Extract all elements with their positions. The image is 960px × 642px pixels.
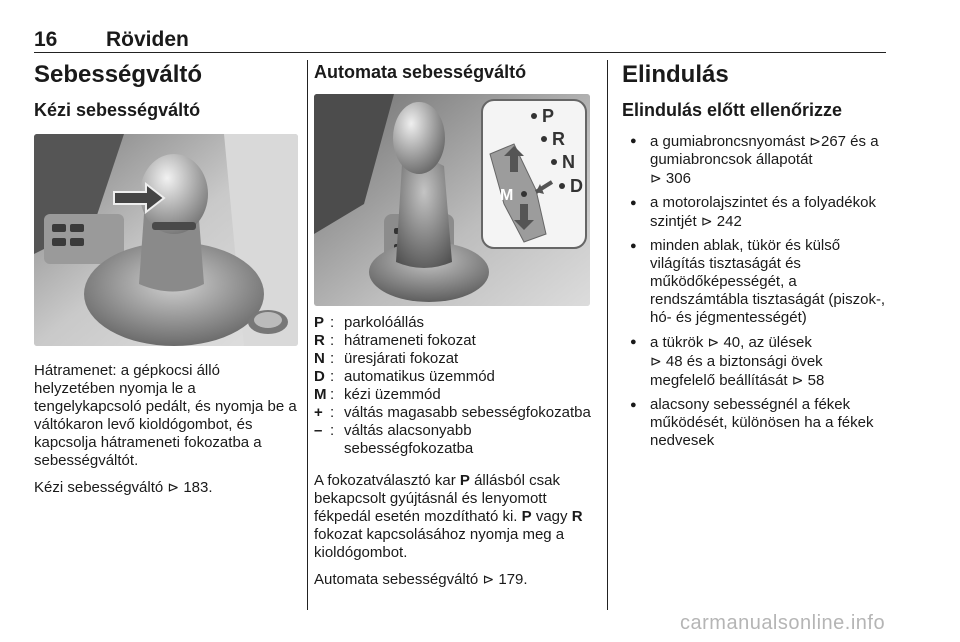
watermark: carmanualsonline.info bbox=[680, 612, 886, 634]
item-text: alacsony sebességnél a fékek működését, különösen ha a fékek nedvesek bbox=[650, 396, 874, 449]
legend-value: parkolóállás bbox=[344, 314, 425, 331]
legend-value: váltás magasabb sebességfokozatba bbox=[344, 404, 591, 421]
legend-value: automatikus üzemmód bbox=[344, 368, 495, 385]
column-divider bbox=[307, 60, 308, 610]
cross-reference bbox=[314, 570, 592, 589]
subsection-heading: Elindulás előtt ellenőrizze bbox=[622, 100, 843, 120]
list-item bbox=[622, 237, 888, 327]
reference-text: Automata sebességváltó bbox=[314, 571, 479, 588]
column-automatic-transmission bbox=[314, 60, 592, 589]
gear-letter-r: R bbox=[552, 129, 565, 149]
legend-row bbox=[314, 404, 592, 422]
legend-value: üresjárati fokozat bbox=[344, 350, 459, 367]
selector-lever-paragraph bbox=[314, 472, 592, 562]
reference-text: Kézi sebességváltó bbox=[34, 479, 164, 496]
legend-row bbox=[314, 422, 592, 458]
reference-arrow-icon: ⊳ bbox=[707, 334, 720, 350]
list-item bbox=[622, 333, 888, 390]
legend-key: N bbox=[314, 350, 325, 367]
gear-r-bold: R bbox=[571, 508, 583, 525]
automatic-gearshift-image bbox=[314, 94, 590, 306]
subsection-heading: Kézi sebességváltó bbox=[34, 100, 201, 120]
legend-row bbox=[314, 368, 592, 386]
gear-letter-d: D bbox=[570, 176, 583, 196]
reference-arrow-icon: ⊳ bbox=[482, 571, 495, 587]
legend-separator: : bbox=[330, 350, 335, 367]
legend-value: váltás alacsonyabb sebességfokozatba bbox=[344, 422, 474, 457]
gear-letter-p: P bbox=[542, 106, 555, 126]
item-text: és a gumiabroncsok állapotát bbox=[650, 133, 879, 168]
item-text: a motorolajszintet és a folyadékok szintjét bbox=[650, 194, 876, 230]
gear-letter-m: M bbox=[500, 187, 514, 204]
page-header bbox=[34, 28, 886, 53]
section-heading: Elindulás bbox=[622, 61, 729, 88]
reference-arrow-icon: ⊳ bbox=[809, 133, 821, 149]
caption-reverse-gear: Hátramenet: a gépkocsi álló helyzetében nyomja le a tengelykapcsoló pedált, és nyomja be a váltókaron levő kioldógombot, és kapcsolja hátrameneti fokozatba a sebességváltót. bbox=[34, 362, 297, 469]
section-heading: Sebességváltó bbox=[34, 61, 203, 88]
legend-separator: : bbox=[330, 386, 335, 403]
legend-row bbox=[314, 350, 592, 368]
legend-row bbox=[314, 314, 592, 332]
legend-separator: : bbox=[330, 368, 335, 385]
legend-separator: : bbox=[330, 422, 335, 439]
legend-key: R bbox=[314, 332, 325, 349]
reference-page: 306 bbox=[665, 170, 691, 187]
reference-arrow-icon: ⊳ bbox=[700, 213, 713, 229]
manual-gearshift-image bbox=[34, 134, 298, 346]
column-starting-off bbox=[622, 60, 888, 456]
reference-arrow-icon: ⊳ bbox=[167, 479, 180, 495]
plus-icon: + bbox=[314, 404, 323, 421]
list-item bbox=[622, 194, 888, 231]
checklist bbox=[622, 132, 888, 450]
item-text: a tükrök bbox=[650, 334, 708, 351]
reference-page: 58 bbox=[807, 372, 825, 389]
section-title: Röviden bbox=[106, 28, 189, 51]
legend-separator: : bbox=[330, 314, 335, 331]
gear-p-bold: P bbox=[521, 508, 532, 525]
gear-letter-n: N bbox=[562, 152, 575, 172]
paragraph-text: fokozat kapcsolásához nyomja meg a kioldógombot. bbox=[314, 526, 565, 561]
column-manual-transmission bbox=[34, 60, 300, 497]
legend-separator: : bbox=[330, 404, 335, 421]
paragraph-text: állásból csak bekapcsolt gyújtásnál és lenyomott fékpedál esetén mozdítható ki. bbox=[314, 472, 560, 525]
column-divider bbox=[607, 60, 608, 610]
item-text: a gumiabroncsnyomást bbox=[650, 133, 810, 150]
legend-value: hátrameneti fokozat bbox=[344, 332, 476, 349]
legend-key: M bbox=[314, 386, 327, 403]
reference-page: 242 bbox=[716, 213, 742, 230]
reference-page: 267 bbox=[820, 133, 847, 150]
legend-value: kézi üzemmód bbox=[344, 386, 441, 403]
reference-arrow-icon: ⊳ bbox=[791, 372, 804, 388]
paragraph-text: vagy bbox=[531, 508, 572, 525]
reference-arrow-icon: ⊳ bbox=[650, 353, 662, 369]
legend-row bbox=[314, 386, 592, 404]
page-number: 16 bbox=[34, 28, 58, 51]
legend-separator: : bbox=[330, 332, 335, 349]
reference-page: 40 bbox=[723, 334, 741, 351]
cross-reference bbox=[34, 478, 300, 497]
reference-page: 179. bbox=[498, 571, 528, 588]
paragraph-text: A fokozatválasztó kar bbox=[314, 472, 460, 489]
list-item bbox=[622, 396, 888, 450]
minus-icon: – bbox=[314, 422, 323, 439]
subsection-heading: Automata sebességváltó bbox=[314, 62, 527, 82]
item-text: és a biztonsági övek megfelelő beállítását bbox=[650, 353, 823, 389]
item-text: , az ülések bbox=[740, 334, 812, 351]
list-item bbox=[622, 132, 888, 188]
reference-page: 48 bbox=[665, 353, 683, 370]
gear-p-bold: P bbox=[459, 472, 470, 489]
item-text: minden ablak, tükör és külső világítás tisztaságát és működőképességét, a rendszámtábla tisztaságát (piszok-, hó- és jégmentességét) bbox=[650, 237, 886, 326]
legend-key: P bbox=[314, 314, 325, 331]
gear-legend bbox=[314, 314, 592, 458]
legend-row bbox=[314, 332, 592, 350]
reference-page: 183. bbox=[183, 479, 213, 496]
reference-arrow-icon: ⊳ bbox=[650, 170, 662, 186]
legend-key: D bbox=[314, 368, 325, 385]
